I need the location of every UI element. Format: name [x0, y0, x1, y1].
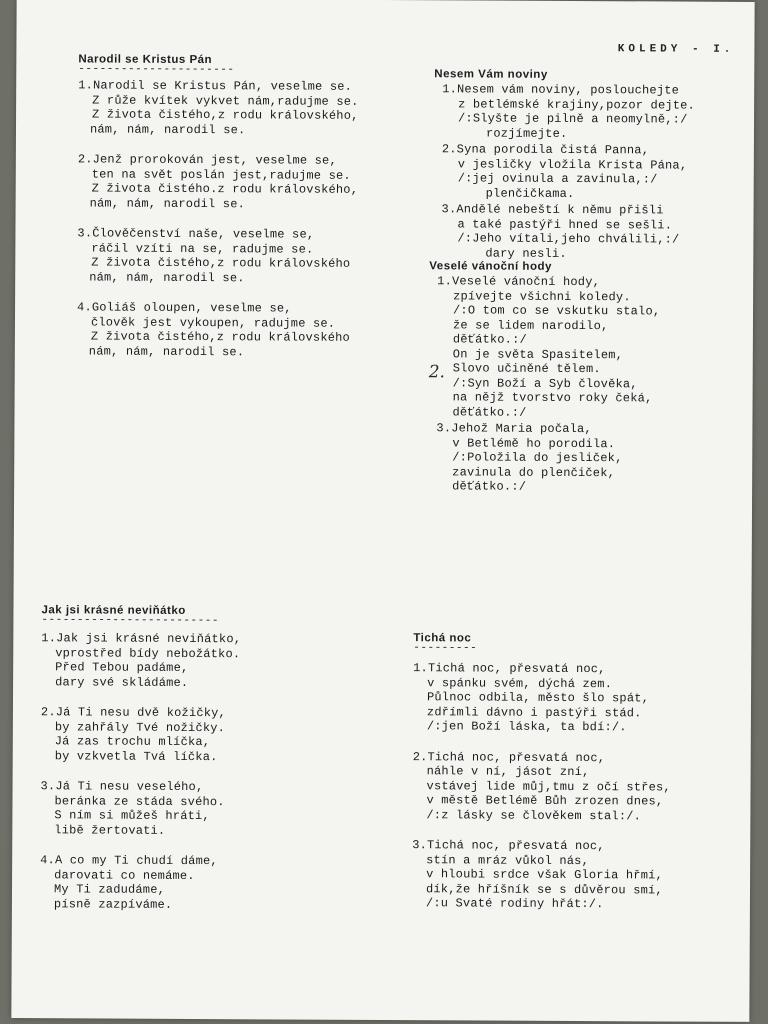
song-nesem: [433, 68, 744, 262]
song-title: Narodil se Kristus Pán: [78, 53, 213, 67]
verse-line: Z růže kvítek vykvet nám,radujme se.: [92, 92, 359, 109]
verse-line: rozjímejte.: [485, 126, 568, 141]
song-title: Jak jsi krásné neviňátko: [41, 604, 186, 617]
verse: [41, 631, 361, 691]
verse-line: zpívejte všichni koledy.: [453, 288, 631, 304]
verse-line: /:Jeho vítali,jeho chválili,:/: [457, 231, 680, 247]
verse: [433, 202, 743, 262]
handwritten-verse-number: 2.: [428, 362, 446, 383]
verse-line: /:Slyšte je pilně a neomylně,:/: [458, 111, 688, 127]
verse-line: 4.A co my Ti chudí dáme,: [40, 853, 218, 869]
verse-line: v spánku svém, dýchá zem.: [427, 675, 613, 691]
verse-line: On je světa Spasitelem,: [452, 346, 624, 362]
verse-line: /:jen Boží láska, ta bdí:/.: [426, 719, 627, 735]
verse-line: vprostřed bídy nebožátko.: [55, 645, 241, 661]
title-underline: -------------------------: [41, 614, 219, 628]
verse-line: S ním si můžeš hráti,: [54, 808, 210, 824]
verse-line: děťátko.:/: [452, 332, 527, 347]
verse-line: 1.Nesem vám noviny, poslouchejte: [442, 82, 680, 98]
verse-line: na nějž tvorstvo roky čeká,: [452, 390, 653, 406]
verse-line: děťátko.:/: [452, 404, 527, 420]
verse: [41, 705, 361, 765]
verse-line: My Ti zadudáme,: [53, 882, 166, 897]
verse-line: 2.Syna porodila čistá Panna,: [441, 142, 650, 158]
song-title: Veselé vánoční hody: [429, 260, 552, 273]
verse: [428, 421, 748, 495]
verse-line: 1.Narodil se Kristus Pán, veselme se.: [78, 78, 353, 94]
verse-line: Z života čistého,z rodu královského: [90, 329, 350, 345]
verse-line: 3.Jehož Maria počala,: [436, 421, 592, 437]
verse-line: dík,že hříšník se s důvěrou smí,: [425, 881, 663, 897]
verse-line: ten na svět poslán jest,radujme se.: [91, 166, 351, 183]
verse: [412, 750, 748, 824]
title-underline: ---------: [413, 642, 478, 655]
verse-line: Před Tebou padáme,: [55, 660, 189, 675]
verse-line: nám, nám, narodil se.: [89, 121, 246, 137]
verse-line: nám, nám, narodil se.: [88, 343, 245, 359]
title-underline: ----------------------: [78, 63, 235, 77]
verse-line: Z života čistého,z rodu královského: [91, 255, 351, 271]
verse-line: /:z lásky se člověkem stal:/.: [426, 807, 642, 823]
verse: [412, 838, 748, 912]
verse-line: /:Položila do jesliček,: [452, 450, 623, 466]
verse-line: 1.Jak jsi krásné neviňátko,: [41, 631, 242, 647]
song-ticha: [412, 632, 749, 912]
verse-line: Z života čistého,z rodu královského,: [92, 107, 359, 123]
verse-line: v hloubi srdce však Gloria hřmí,: [426, 867, 663, 883]
verse-line: dary své skládáme.: [55, 674, 189, 690]
verse: [434, 82, 744, 142]
verse-line: v Betlémě ho porodila.: [452, 435, 616, 451]
verse-line: by vzkvetla Tvá líčka.: [54, 748, 218, 764]
verse-line: děťátko.:/: [452, 479, 527, 494]
verse-line: /:jej ovinula a zavinula,:/: [457, 171, 658, 187]
verse-line: Slovo učiněné tělem.: [452, 361, 601, 377]
song-title: Nesem Vám noviny: [434, 68, 548, 81]
verse-line: dary nesli.: [485, 246, 567, 261]
verse-line: stín a mráz vůkol nás,: [426, 852, 590, 868]
verse-line: písně zazpíváme.: [53, 896, 173, 912]
verse-line: a také pastýři hned se sešli.: [457, 216, 673, 233]
verse-line: by zahřály Tvé nožičky.: [54, 719, 226, 735]
verse: [40, 853, 360, 913]
verse-line: 3.Já Ti nesu veselého,: [40, 779, 204, 795]
verse-line: vstávej lide můj,tmu z očí střes,: [426, 778, 671, 795]
verse-line: plenčičkama.: [485, 186, 575, 201]
verse-line: 3.Andělé nebeští k němu přišli: [441, 202, 664, 218]
verse-line: 3.Tichá noc, přesvatá noc,: [412, 838, 605, 854]
verse: [77, 226, 417, 286]
verse-line: 4.Goliáš oloupen, veselme se,: [77, 300, 292, 316]
verse: [78, 152, 418, 212]
verse-line: 1.Veselé vánoční hody,: [437, 274, 601, 290]
verse-line: Z života čistého.z rodu královského,: [91, 181, 359, 197]
verse: [77, 300, 417, 360]
verse-line: ráčil vzíti na se, radujme se.: [91, 240, 314, 257]
verse-line: /:O tom co se vskutku stalo,: [453, 303, 661, 319]
verse: [429, 274, 750, 377]
verse: [40, 779, 360, 839]
verse: [428, 376, 748, 421]
verse-line: 1.Tichá noc, přesvatá noc,: [413, 661, 606, 677]
verse-line: v jesličky vložila Krista Pána,: [457, 156, 688, 173]
verse-line: nám, nám, narodil se.: [89, 269, 245, 285]
verse-line: 3.Člověčenství naše, veselme se,: [77, 226, 315, 242]
verse-line: /:Syn Boží a Syb člověka,: [452, 375, 638, 391]
verse-line: beránka ze stáda svého.: [54, 793, 225, 809]
song-title: Tichá noc: [413, 632, 472, 645]
verse: [413, 661, 749, 735]
verse-line: zavinula do plenčiček,: [452, 464, 616, 480]
song-narodil: [77, 53, 419, 360]
verse-line: /:u Svaté rodiny hřát:/.: [425, 896, 604, 912]
song-vesele: [428, 260, 749, 495]
verse: [78, 78, 418, 138]
sheet-header: KOLEDY - I.: [617, 43, 735, 56]
song-sheet: [11, 0, 754, 1022]
verse-line: libě žertovati.: [54, 822, 166, 838]
verse-line: Půlnoc odbila, město šlo spát,: [426, 690, 650, 706]
verse-line: z betlémské krajiny,pozor dejte.: [458, 96, 696, 113]
verse-line: 2.Jenž prorokován jest, veselme se,: [77, 152, 337, 168]
verse-line: 2.Já Ti nesu dvě kožičky,: [40, 705, 227, 721]
verse-line: darovati co nemáme.: [54, 867, 195, 883]
verse: [434, 142, 744, 202]
verse-line: nám, nám, narodil se.: [89, 195, 246, 211]
verse-line: v městě Betlémě Bůh zrozen dnes,: [426, 793, 664, 809]
song-jak: [40, 604, 362, 913]
verse-line: že se lidem narodilo,: [452, 317, 609, 333]
verse-line: Já zas trochu mlíčka,: [54, 734, 211, 750]
verse-line: náhle v ní, jásot zní,: [426, 764, 590, 780]
verse-line: zdřímli dávno i pastýři stád.: [426, 704, 642, 720]
verse-line: člověk jest vykoupen, radujme se.: [90, 314, 336, 331]
verse-line: 2.Tichá noc, přesvatá noc,: [412, 749, 606, 765]
